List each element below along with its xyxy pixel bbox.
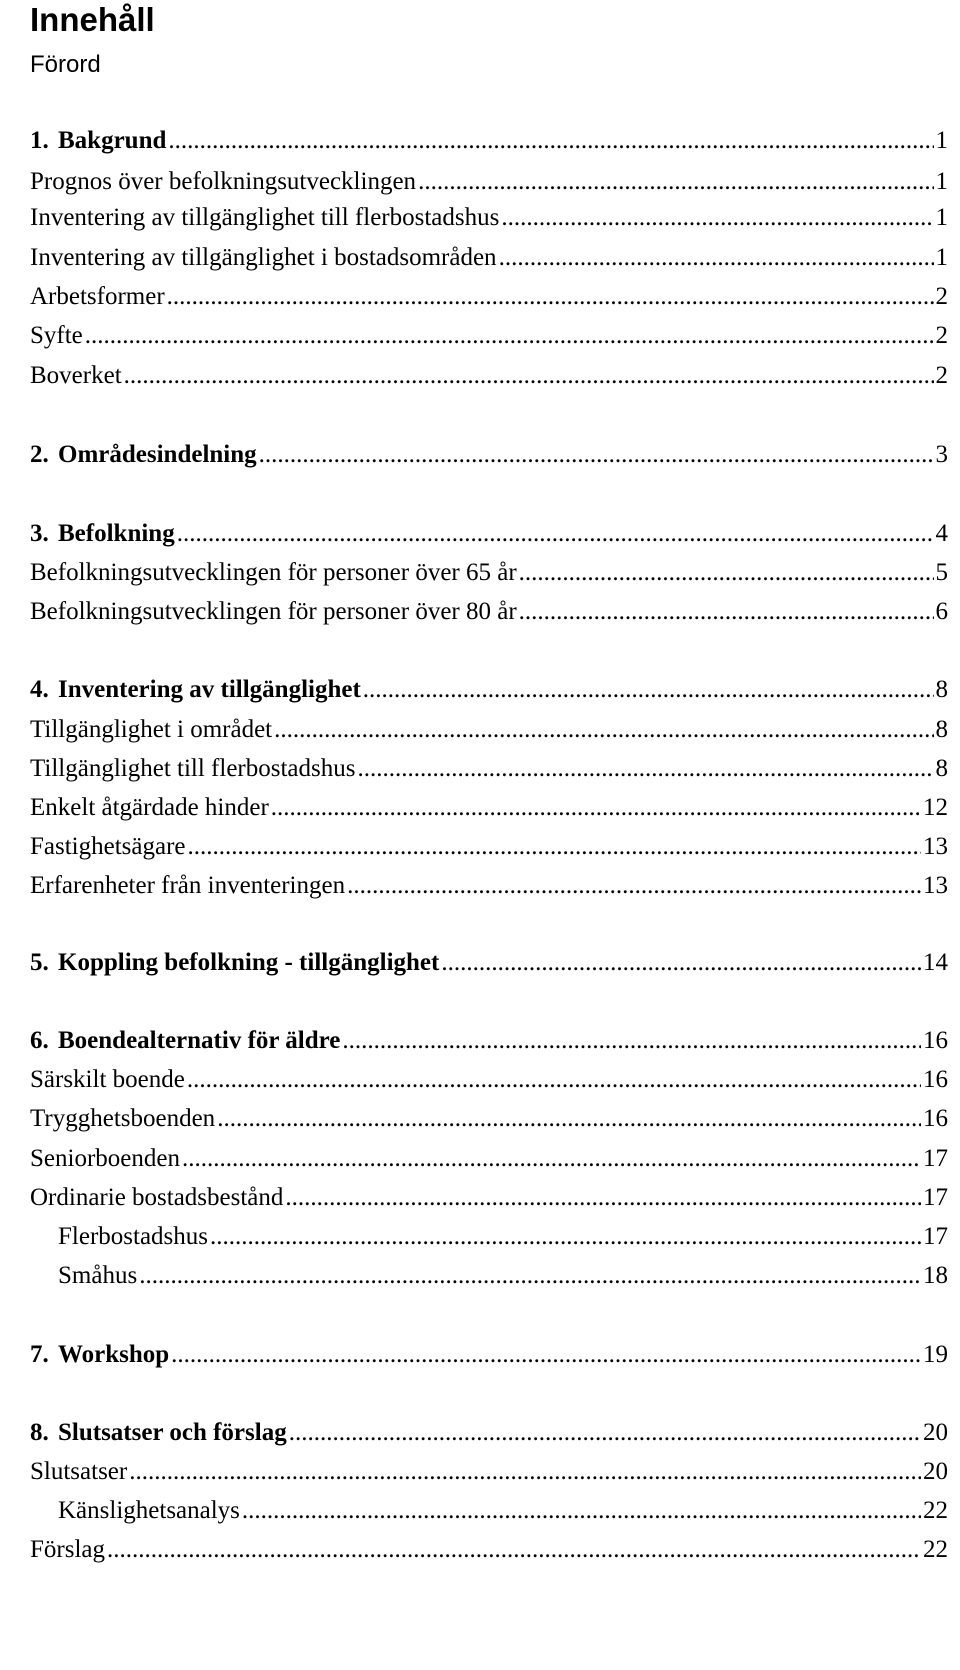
toc-page-number: 16: [923, 1105, 948, 1132]
toc-section-entry[interactable]: [30, 714, 948, 746]
toc-dot-leader: [129, 1456, 921, 1488]
toc-section-entry[interactable]: [58, 1260, 948, 1292]
toc-section-entry[interactable]: [30, 166, 948, 198]
toc-page-number: 8: [935, 716, 948, 743]
toc-chapter-entry[interactable]: [30, 1339, 948, 1371]
toc-entry-label: Trygghetsboenden: [30, 1105, 216, 1132]
toc-dot-leader: [259, 439, 934, 471]
toc-page-number: 8: [935, 676, 948, 703]
toc-dot-leader: [177, 518, 934, 550]
toc-dot-leader: [357, 753, 933, 785]
toc-section-entry[interactable]: [30, 831, 948, 863]
toc-dot-leader: [363, 674, 934, 706]
toc-section-entry[interactable]: [30, 792, 948, 824]
page-title: Innehåll: [30, 1, 155, 38]
toc-page-number: 2: [935, 362, 948, 389]
toc-entry-label: Småhus: [58, 1262, 138, 1289]
toc-page-number: 16: [923, 1027, 948, 1054]
toc-section-entry[interactable]: [30, 557, 948, 589]
toc-section-entry[interactable]: [30, 320, 948, 352]
toc-dot-leader: [188, 831, 921, 863]
toc-section-entry[interactable]: [30, 1456, 948, 1488]
toc-page-number: 1: [935, 168, 948, 195]
toc-entry-label: Tillgänglighet till flerbostadshus: [30, 755, 356, 782]
toc-page-number: 6: [935, 598, 948, 625]
toc-section-entry[interactable]: [30, 242, 948, 274]
toc-section-entry[interactable]: [30, 753, 948, 785]
toc-entry-label: Enkelt åtgärdade hinder: [30, 794, 269, 821]
toc-dot-leader: [274, 714, 933, 746]
toc-page-number: 4: [935, 520, 948, 547]
toc-section-entry[interactable]: [30, 596, 948, 628]
toc-dot-leader: [347, 870, 921, 902]
toc-dot-leader: [171, 1339, 921, 1371]
toc-entry-number: 5.: [30, 949, 49, 976]
toc-section-entry[interactable]: [30, 360, 948, 392]
toc-entry-number: 6.: [30, 1027, 49, 1054]
toc-section-entry[interactable]: [30, 1064, 948, 1096]
toc-dot-leader: [182, 1143, 921, 1175]
toc-section-entry[interactable]: [30, 1534, 948, 1566]
toc-entry-label: Seniorboenden: [30, 1145, 180, 1172]
toc-dot-leader: [210, 1221, 921, 1253]
toc-entry-label: Särskilt boende: [30, 1066, 185, 1093]
toc-dot-leader: [187, 1064, 921, 1096]
toc-dot-leader: [139, 1260, 921, 1292]
toc-entry-label: Inventering av tillgänglighet: [58, 676, 361, 703]
toc-entry-number: 1.: [30, 127, 49, 154]
toc-page-number: 17: [923, 1223, 948, 1250]
toc-page-number: 20: [923, 1419, 948, 1446]
toc-section-entry[interactable]: [58, 1495, 948, 1527]
toc-entry-label: Befolkningsutvecklingen för personer över 80 år: [30, 598, 517, 625]
toc-entry-label: Workshop: [58, 1341, 170, 1368]
toc-dot-leader: [85, 320, 934, 352]
toc-dot-leader: [499, 242, 934, 274]
toc-dot-leader: [124, 360, 934, 392]
toc-entry-label: Boverket: [30, 362, 122, 389]
toc-entry-label: Prognos över befolkningsutvecklingen: [30, 168, 417, 195]
toc-dot-leader: [519, 557, 934, 589]
toc-entry-number: 7.: [30, 1341, 49, 1368]
toc-page-number: 19: [923, 1341, 948, 1368]
toc-section-entry[interactable]: [30, 281, 948, 313]
toc-chapter-entry[interactable]: [30, 518, 948, 550]
toc-entry-label: Koppling befolkning - tillgänglighet: [58, 949, 440, 976]
toc-dot-leader: [501, 202, 933, 234]
toc-page-number: 13: [923, 833, 948, 860]
toc-section-entry[interactable]: [30, 1143, 948, 1175]
toc-entry-label: Inventering av tillgänglighet till flerbostadshus: [30, 204, 500, 231]
toc-section-entry[interactable]: [30, 202, 948, 234]
toc-page-number: 17: [923, 1184, 948, 1211]
toc-dot-leader: [418, 166, 933, 198]
toc-dot-leader: [168, 125, 933, 157]
toc-entry-label: Befolkningsutvecklingen för personer över 65 år: [30, 559, 517, 586]
toc-section-entry[interactable]: [30, 870, 948, 902]
toc-entry-label: Tillgänglighet i området: [30, 716, 273, 743]
toc-dot-leader: [217, 1103, 921, 1135]
toc-chapter-entry[interactable]: [30, 674, 948, 706]
toc-chapter-entry[interactable]: [30, 439, 948, 471]
toc-entry-label: Slutsatser: [30, 1458, 128, 1485]
toc-section-entry[interactable]: [58, 1221, 948, 1253]
toc-page-number: 5: [935, 559, 948, 586]
toc-page-number: 13: [923, 872, 948, 899]
toc-entry-label: Flerbostadshus: [58, 1223, 208, 1250]
toc-entry-label: Förslag: [30, 1536, 105, 1563]
toc-page-number: 14: [923, 949, 948, 976]
toc-entry-number: 8.: [30, 1419, 49, 1446]
toc-page-number: 12: [923, 794, 948, 821]
toc-entry-label: Ordinarie bostadsbestånd: [30, 1184, 284, 1211]
toc-dot-leader: [107, 1534, 921, 1566]
toc-entry-label: Erfarenheter från inventeringen: [30, 872, 346, 899]
toc-dot-leader: [519, 596, 934, 628]
toc-entry-label: Befolkning: [58, 520, 175, 547]
toc-page-number: 20: [923, 1458, 948, 1485]
toc-entry-label: Fastighetsägare: [30, 833, 186, 860]
toc-section-entry[interactable]: [30, 1182, 948, 1214]
toc-entry-label: Arbetsformer: [30, 283, 165, 310]
toc-dot-leader: [441, 947, 921, 979]
toc-page-number: 22: [923, 1497, 948, 1524]
toc-entry-label: Boendealternativ för äldre: [58, 1027, 341, 1054]
toc-chapter-entry[interactable]: [30, 947, 948, 979]
toc-page-number: 8: [935, 755, 948, 782]
toc-entry-label: Syfte: [30, 322, 83, 349]
toc-chapter-entry[interactable]: [30, 1025, 948, 1057]
foreword-label: Förord: [30, 51, 101, 78]
toc-page-number: 17: [923, 1145, 948, 1172]
toc-page-number: 3: [935, 441, 948, 468]
toc-entry-label: Känslighetsanalys: [58, 1497, 240, 1524]
toc-page-number: 1: [935, 127, 948, 154]
toc-page-number: 18: [923, 1262, 948, 1289]
toc-dot-leader: [167, 281, 934, 313]
toc-dot-leader: [289, 1417, 921, 1449]
toc-entry-number: 3.: [30, 520, 49, 547]
toc-page-number: 16: [923, 1066, 948, 1093]
toc-chapter-entry[interactable]: [30, 1417, 948, 1449]
toc-entry-label: Inventering av tillgänglighet i bostadsområden: [30, 244, 497, 271]
toc-chapter-entry[interactable]: [30, 125, 948, 157]
toc-dot-leader: [342, 1025, 921, 1057]
toc-section-entry[interactable]: [30, 1103, 948, 1135]
toc-page-number: 1: [935, 244, 948, 271]
toc-entry-label: Slutsatser och förslag: [58, 1419, 287, 1446]
toc-page-number: 22: [923, 1536, 948, 1563]
toc-dot-leader: [285, 1182, 921, 1214]
toc-page-number: 1: [935, 204, 948, 231]
toc-dot-leader: [271, 792, 921, 824]
toc-page-number: 2: [935, 283, 948, 310]
toc-entry-number: 4.: [30, 676, 49, 703]
toc-entry-label: Områdesindelning: [58, 441, 257, 468]
toc-dot-leader: [242, 1495, 921, 1527]
toc-entry-number: 2.: [30, 441, 49, 468]
toc-page-number: 2: [935, 322, 948, 349]
toc-entry-label: Bakgrund: [58, 127, 167, 154]
